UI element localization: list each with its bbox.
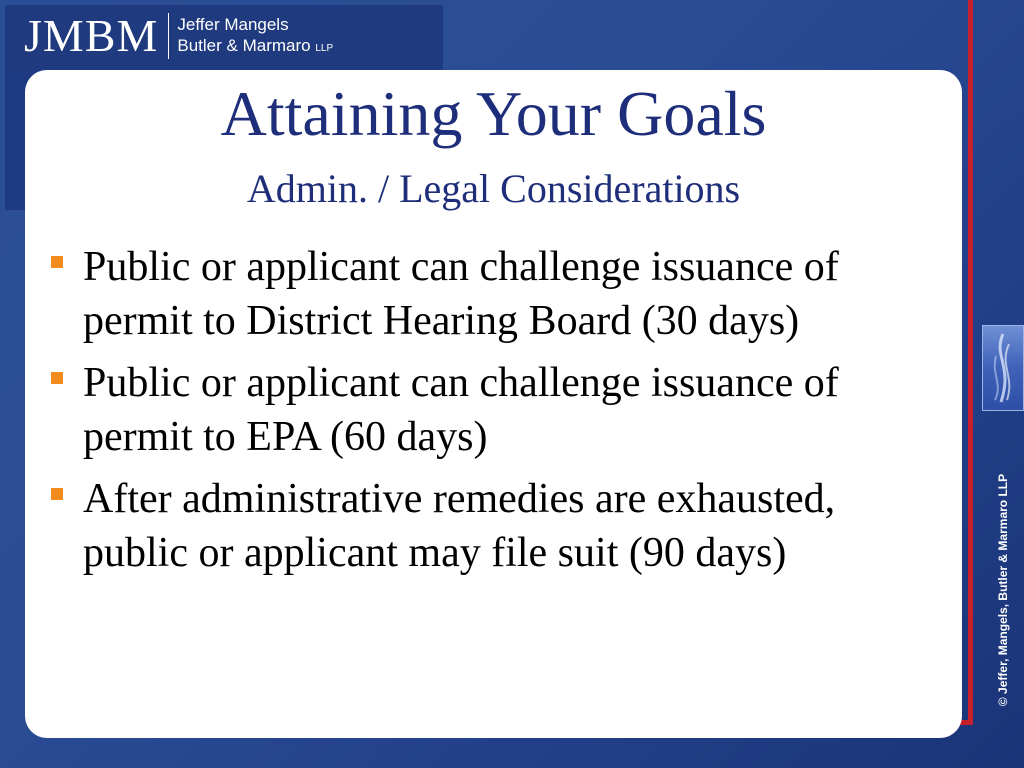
slide-subtitle: Admin. / Legal Considerations xyxy=(246,166,741,211)
logo-divider xyxy=(168,13,169,59)
red-accent-line-vertical xyxy=(968,0,973,725)
logo-mark: JMBM xyxy=(24,10,159,61)
bullet-list xyxy=(45,240,905,588)
square-bullet-icon xyxy=(51,256,63,268)
logo-line-1: Jeffer Mangels xyxy=(177,14,289,34)
flame-emblem-icon xyxy=(982,325,1024,411)
bullet-text: Public or applicant can challenge issuance of permit to EPA (60 days) xyxy=(83,360,839,460)
logo-line-2-text: Butler & Marmaro xyxy=(177,35,311,55)
copyright-text: © Jeffer, Mangels, Butler & Marmaro LLP xyxy=(996,473,1010,707)
bullet-item xyxy=(45,472,905,580)
bullet-text: Public or applicant can challenge issuance of permit to District Hearing Board (30 days) xyxy=(83,244,839,344)
bullet-item xyxy=(45,356,905,464)
logo-text xyxy=(177,14,333,59)
flame-emblem-graphic xyxy=(983,326,1023,410)
bullet-text: After administrative remedies are exhausted, public or applicant may file suit (90 days) xyxy=(83,476,836,576)
logo-suffix: LLP xyxy=(315,42,334,54)
firm-logo xyxy=(8,5,440,67)
logo-line-2 xyxy=(177,35,333,59)
slide-title: Attaining Your Goals xyxy=(220,78,767,149)
square-bullet-icon xyxy=(51,372,63,384)
bullet-item xyxy=(45,240,905,348)
square-bullet-icon xyxy=(51,488,63,500)
